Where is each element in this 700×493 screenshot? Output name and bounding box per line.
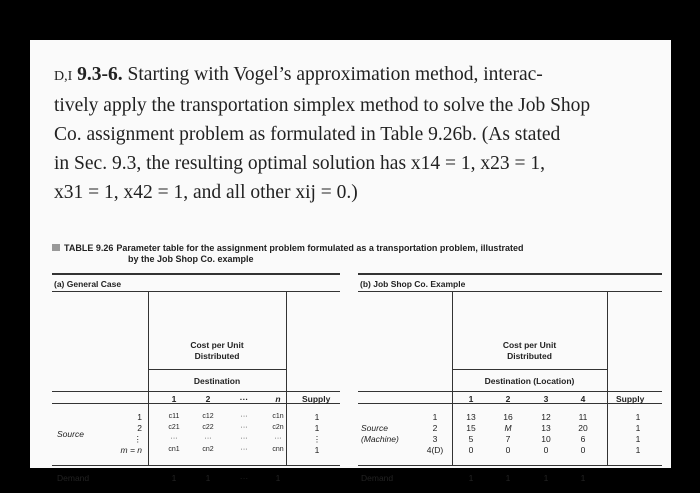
example-cell: 12 [541, 412, 551, 422]
general-supply-value: 1 [314, 412, 320, 422]
general-destination: Destination [193, 376, 241, 386]
general-case-title: (a) General Case [54, 279, 122, 289]
example-col-3: 3 [543, 394, 549, 404]
example-cell: 13 [466, 412, 476, 422]
example-cell: 5 [468, 434, 474, 444]
general-demand-value: 1 [275, 473, 281, 483]
problem-line-2: tively apply the transportation simplex method to solve the Job Shop [54, 95, 591, 116]
example-demand-value: 1 [543, 473, 549, 483]
general-cell: ··· [240, 446, 248, 453]
general-supply-value: 1 [314, 445, 320, 455]
problem-line-3: Co. assignment problem as formulated in Table 9.26b. (As stated [54, 124, 561, 145]
general-cell: ··· [170, 435, 178, 442]
caption-line-2: by the Job Shop Co. example [128, 254, 254, 264]
table-caption [52, 243, 662, 265]
caption-line-1: Parameter table for the assignment problem formulated as a transportation problem, illustrated [116, 243, 524, 253]
general-row-label-4: m = n [120, 445, 142, 455]
example-cost-header-1: Cost per Unit [502, 340, 557, 350]
example-col-1: 1 [468, 394, 474, 404]
example-cell: 6 [580, 434, 586, 444]
caption-square-icon [52, 244, 60, 251]
example-row-label-1: 1 [432, 412, 438, 422]
general-cost-header-1: Cost per Unit [190, 340, 244, 350]
example-demand-value: 1 [505, 473, 511, 483]
general-cell: c11 [168, 413, 180, 420]
rule-dest-b [452, 369, 607, 370]
rule-demand-a [52, 465, 340, 466]
textbook-page [30, 40, 671, 483]
problem-number: 9.3-6. [77, 64, 123, 85]
general-col-2: 2 [205, 394, 211, 404]
example-cell: 11 [578, 412, 588, 422]
table-label: TABLE 9.26 [64, 243, 114, 253]
general-cell: ··· [240, 435, 248, 442]
rule-colhdr-b [358, 391, 662, 392]
rule-demand-b [358, 465, 662, 466]
general-cell: cn2 [202, 446, 214, 453]
general-cell: cnn [272, 446, 284, 453]
example-cell: 0 [468, 445, 474, 455]
general-demand-value: ··· [239, 473, 249, 483]
example-destination: Destination (Location) [484, 376, 575, 386]
example-source-sub: (Machine) [361, 434, 399, 444]
example-col-4: 4 [580, 394, 586, 404]
example-source-label: Source [361, 423, 388, 433]
general-cell: c2n [272, 424, 284, 431]
example-cell: 13 [541, 423, 551, 433]
problem-line-1 [54, 60, 654, 91]
example-demand-value: 1 [580, 473, 586, 483]
example-cell: 7 [505, 434, 511, 444]
problem-line-5: x31 = 1, x42 = 1, and all other xij = 0.) [54, 182, 358, 203]
general-cell: c22 [202, 424, 214, 431]
example-demand-label: Demand [361, 473, 394, 483]
rule-top-a [52, 273, 340, 275]
example-cell: 15 [466, 423, 476, 433]
problem-prefix: D,I [54, 69, 73, 84]
rule-sub-b [358, 291, 662, 292]
example-cell: 0 [543, 445, 549, 455]
example-cell: 0 [505, 445, 511, 455]
general-cost-header-2: Distributed [194, 351, 240, 361]
rule-body-a [52, 403, 340, 404]
rule-sub-a [52, 291, 340, 292]
example-supply-value: 1 [635, 423, 641, 433]
table-9-26 [52, 243, 662, 483]
general-col-dots: ··· [239, 394, 249, 404]
vrule-b-right [607, 291, 608, 465]
rule-dest-a [148, 369, 286, 370]
example-cell: 0 [580, 445, 586, 455]
rule-colhdr-a [52, 391, 340, 392]
general-col-n: n [275, 394, 281, 404]
general-cell: ··· [240, 424, 248, 431]
general-cell: c21 [168, 424, 180, 431]
problem-statement [54, 60, 654, 207]
general-demand-value: 1 [205, 473, 211, 483]
general-cell: c1n [272, 413, 284, 420]
example-cell: 10 [541, 434, 551, 444]
general-cell: ··· [204, 435, 212, 442]
general-supply-value: ⋮ [312, 434, 322, 444]
general-demand-value: 1 [171, 473, 177, 483]
general-col-1: 1 [171, 394, 177, 404]
example-row-label-3: 3 [432, 434, 438, 444]
general-cell: c12 [202, 413, 214, 420]
example-supply-value: 1 [635, 445, 641, 455]
example-cell: 16 [503, 412, 513, 422]
example-supply-header: Supply [616, 394, 645, 404]
example-title: (b) Job Shop Co. Example [360, 279, 466, 289]
example-row-label-4: 4(D) [426, 445, 444, 455]
general-row-label-3: ⋮ [133, 434, 142, 444]
general-demand-label: Demand [57, 473, 90, 483]
example-supply-value: 1 [635, 412, 641, 422]
general-supply-value: 1 [314, 423, 320, 433]
general-cell: ··· [240, 413, 248, 420]
example-supply-value: 1 [635, 434, 641, 444]
problem-line-4: in Sec. 9.3, the resulting optimal solution has x14 = 1, x23 = 1, [54, 153, 546, 174]
general-source-label: Source [57, 429, 84, 439]
general-row-label-1: 1 [137, 412, 142, 422]
example-demand-value: 1 [468, 473, 474, 483]
general-row-label-2: 2 [137, 423, 142, 433]
example-cell: M [504, 423, 512, 433]
example-row-label-2: 2 [432, 423, 438, 433]
general-supply-header: Supply [302, 394, 331, 404]
example-col-2: 2 [505, 394, 511, 404]
general-cell: cn1 [168, 446, 180, 453]
problem-text-1: Starting with Vogel’s approximation method, interac- [127, 64, 543, 85]
example-cell: 20 [578, 423, 588, 433]
example-cost-header-2: Distributed [507, 351, 552, 361]
general-cell: ··· [274, 435, 282, 442]
rule-top-b [358, 273, 662, 275]
